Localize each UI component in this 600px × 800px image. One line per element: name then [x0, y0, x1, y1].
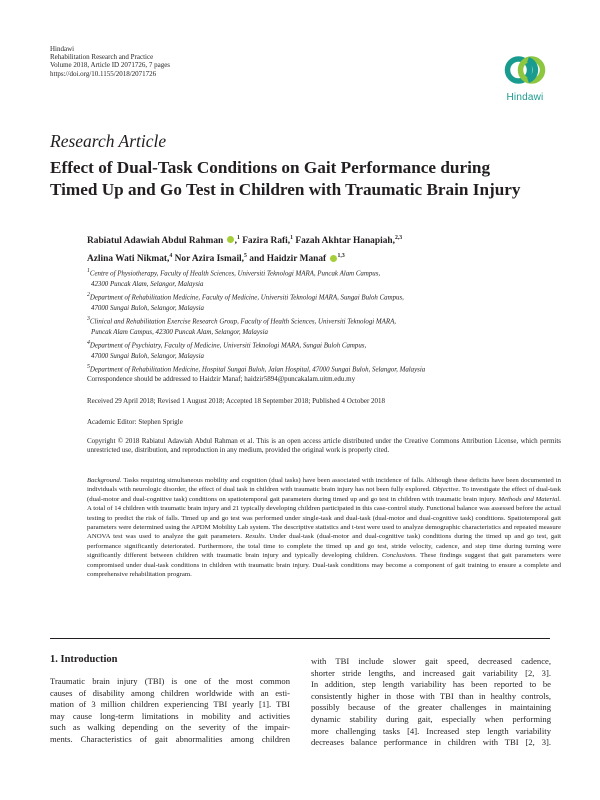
affiliation-text: Clinical and Rehabilitation Exercise Research Group, Faculty of Health Sciences, Universiti Teknologi MARA,: [89, 318, 397, 326]
author-line: [87, 249, 557, 267]
body-column-right: [311, 656, 551, 749]
orcid-icon[interactable]: [330, 255, 337, 262]
section-divider: [50, 638, 550, 639]
affiliation-number: 5: [87, 364, 90, 371]
article-title: [50, 157, 570, 200]
section-title: 1. Introduction: [50, 654, 118, 665]
article-type: Research Article: [50, 131, 167, 151]
abstract-objective-label: Objective.: [432, 486, 461, 494]
body-line: ments. Characteristics of gait abnormalities among children: [50, 733, 290, 744]
journal-header: [50, 45, 170, 78]
affiliation-line: 47000 Sungai Buloh, Selangor, Malaysia: [91, 304, 204, 312]
affiliation-number: 1: [87, 268, 90, 274]
affiliation-text: Department of Rehabilitation Medicine, Hospital Sungai Buloh, Jalan Hospital, 47000 Sungai Buloh, Selangor, Malaysia: [89, 366, 426, 374]
publication-dates: Received 29 April 2018; Revised 1 August 2018; Accepted 18 September 2018; Published 4 October 2018: [87, 397, 386, 405]
body-line: with TBI include slower gait speed, decreased cadence,: [311, 656, 551, 666]
author-name[interactable]: Fazira Rafi,: [242, 236, 291, 247]
author-affiliation-ref: 1,3: [337, 253, 345, 260]
correspondence: Correspondence should be addressed to Haidzir Manaf; haidzir5894@puncakalam.uitm.edu.my: [87, 375, 356, 383]
logo-wordmark: Hindawi: [506, 92, 544, 103]
affiliation-line: [87, 314, 567, 328]
body-line: may cause long-term limitations in mobility and activities: [50, 710, 290, 721]
body-line: In addition, step length variability has been reported to be: [311, 679, 551, 690]
affiliation-text: Centre of Physiotherapy, Faculty of Health Sciences, Universiti Teknologi MARA, Puncak Alam Campus,: [89, 270, 381, 278]
author-name[interactable]: Rabiatul Adawiah Abdul Rahman: [87, 236, 224, 247]
author-name[interactable]: Nor Azira Ismail,: [174, 254, 244, 265]
author-affiliation-ref: 1: [290, 235, 293, 241]
author-affiliation-ref: 5: [244, 253, 247, 260]
affiliations: [87, 266, 567, 376]
body-line: more challenging tasks [4]. Increased step length variability: [311, 725, 551, 736]
abstract: [87, 476, 561, 579]
abstract-background-label: Background.: [87, 477, 122, 484]
affiliation-text: Department of Psychiatry, Faculty of Medicine, Universiti Teknologi MARA, Sungai Buloh Campus,: [89, 342, 367, 350]
abstract-methods-label: Methods and Material.: [498, 495, 561, 503]
body-line: such as walking depending on the severity of the impair-: [50, 722, 290, 733]
orcid-icon[interactable]: [227, 236, 234, 243]
affiliation-number: 3: [87, 316, 90, 323]
affiliation-line: 42300 Puncak Alam, Selangor, Malaysia: [91, 280, 204, 288]
hindawi-logo-icon: [503, 50, 547, 90]
body-line: Traumatic brain injury (TBI) is one of the most common: [50, 676, 290, 686]
body-line: consistently higher in those with TBI than in healthy controls,: [311, 690, 551, 701]
body-column-left: [50, 676, 290, 746]
author-name[interactable]: and Haidzir Manaf: [249, 254, 327, 265]
academic-editor: Academic Editor: Stephen Sprigle: [87, 418, 183, 426]
abstract-results: Under dual-task (dual-motor and dual-cognitive task) conditions during the timed up and go test, gait performance significantly deteriorated. Furthermore, the total time to complete the timed up and go test, stride velocity, cadence, and step time during turning were significantly different between children with traumatic brain injury and typically developing children.: [87, 533, 562, 560]
abstract-background: Tasks requiring simultaneous mobility and cognition (dual tasks) have been associated with incidence of falls. Although these deficits have been documented in individuals with neurologic disorder, the effect of dual task in children with traumatic brain injury has not been fully explored.: [87, 477, 561, 494]
abstract-results-label: Results.: [245, 533, 267, 541]
publisher-name: Hindawi: [50, 45, 75, 53]
author-affiliation-ref: 1: [236, 235, 240, 241]
author-name[interactable]: Azlina Wati Nikmat,: [87, 254, 170, 265]
body-line: shorter stride lengths, and increased gait variability [2, 3].: [311, 667, 551, 678]
body-line: dynamic stability during gait, especially when performing: [311, 713, 551, 724]
affiliation-line: 47000 Sungai Buloh, Selangor, Malaysia: [91, 353, 204, 361]
copyright-notice: Copyright © 2018 Rabiatul Adawiah Abdul Rahman et al. This is an open access article distributed under the Creative Commons Attribution License, which permits unrestricted use, distribution, and reproduction in any medium, provided the original work is properly cited.: [87, 437, 561, 455]
affiliation-number: 4: [87, 340, 90, 347]
affiliation-line: [87, 338, 567, 352]
author-affiliation-ref: 2,3: [394, 235, 403, 241]
body-line: possibly because of the greater challenges in maintaining: [311, 702, 551, 713]
affiliation-line: [87, 266, 567, 280]
affiliation-line: [87, 290, 567, 304]
abstract-methods: A total of 14 children with traumatic brain injury and 21 typically developing children participated in this case-control study. Functional balance was assessed before the actual testing to predict the risk of falls. Timed up and go test was performed under single-task and dual-task (dual-motor and dual-cognitive task) conditions. Spatiotemporal gait parameters were determined using the APDM Mobility Lab system. The descriptive statistics and t-test were used to analyze demographic characteristics and repeated measure ANOVA test was used to analyze the gait parameters.: [87, 505, 561, 541]
affiliation-line: Puncak Alam Campus, 42300 Puncak Alam, Selangor, Malaysia: [91, 328, 268, 336]
abstract-objective: To investigate the effect of dual-task (dual-motor and dual-cognitive task) conditions on spatiotemporal gait parameters during timed up and go test in children with traumatic brain injury.: [87, 486, 562, 503]
journal-name: Rehabilitation Research and Practice: [50, 53, 154, 62]
journal-volume: Volume 2018, Article ID 2071726, 7 pages: [50, 61, 171, 70]
body-line: mation of 3 million children experiencing TBI yearly [1]. TBI: [50, 699, 290, 710]
body-line: decreases balance performance in children with TBI [2, 3].: [311, 737, 551, 748]
author-line: Rabiatul Adawiah Abdul Rahman ,$^1$ Fazira Rafi,$^1$ Fazah Akhtar Hanapiah,$^{2,3}$: [87, 235, 403, 247]
title-line: Effect of Dual-Task Conditions on Gait Performance during: [50, 158, 491, 177]
affiliation-number: 2: [87, 292, 90, 299]
author-name[interactable]: Fazah Akhtar Hanapiah,: [295, 236, 395, 247]
hindawi-logo: [500, 50, 550, 108]
journal-doi[interactable]: https://doi.org/10.1155/2018/2071726: [50, 69, 157, 78]
body-line: causes of disability among children worldwide with an esti-: [50, 687, 290, 698]
author-affiliation-ref: 4: [169, 253, 173, 260]
affiliation-text: Department of Rehabilitation Medicine, Faculty of Medicine, Universiti Teknologi MARA, Sungai Buloh Campus,: [89, 294, 404, 302]
author-list: [87, 231, 557, 267]
title-line: Timed Up and Go Test in Children with Traumatic Brain Injury: [50, 179, 521, 199]
abstract-conclusions: These findings suggest that gait parameters were compromised under dual-task conditions in children with traumatic brain injury. Dual-task conditions may become a component of gait training to ensure a complete and comprehensive rehabilitation program.: [87, 552, 561, 579]
abstract-conclusions-label: Conclusions.: [381, 552, 417, 560]
